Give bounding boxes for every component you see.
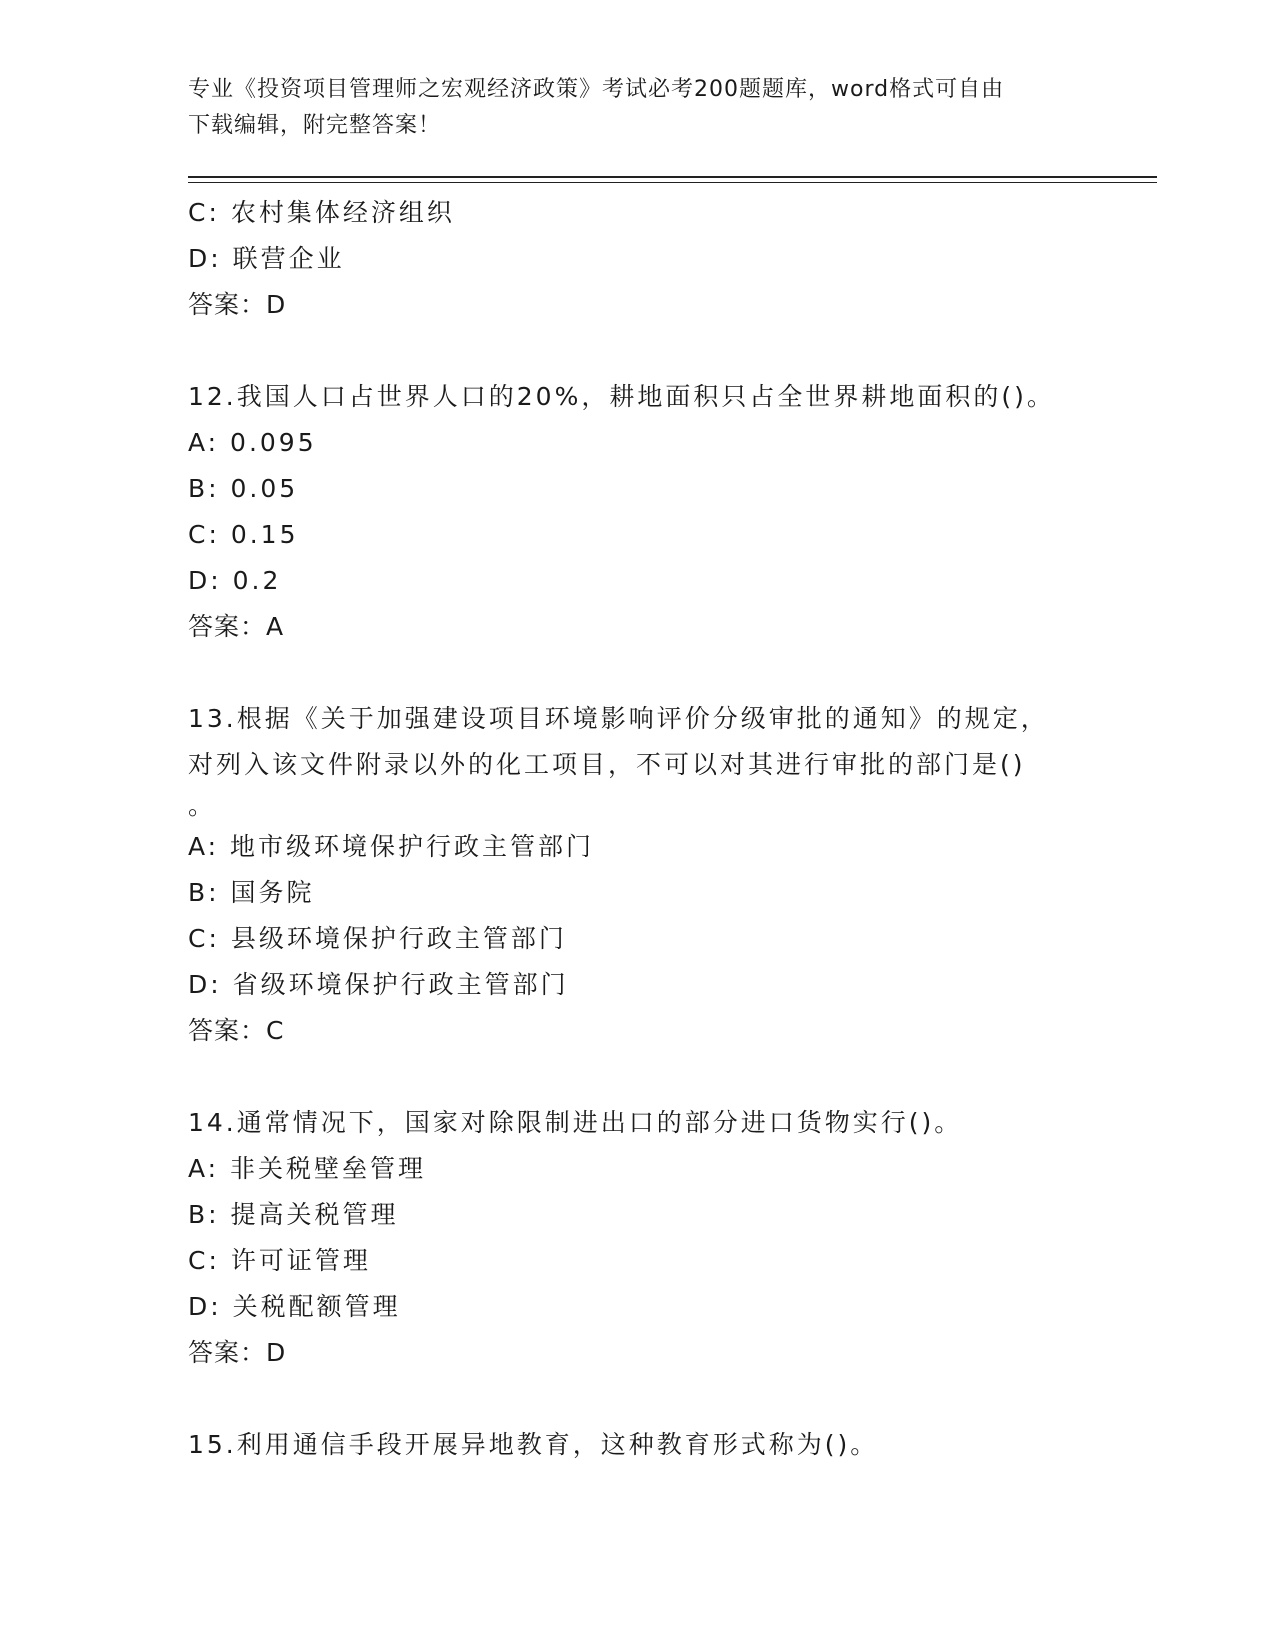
option-c: C: 许可证管理 [188, 1246, 371, 1275]
option-a: A: 非关税壁垒管理 [188, 1154, 427, 1183]
answer: 答案：A [188, 612, 285, 641]
question-stem-line-2: 对列入该文件附录以外的化工项目，不可以对其进行审批的部门是() [188, 750, 1026, 779]
option-d: D: 关税配额管理 [188, 1292, 401, 1321]
header-divider-thick [188, 176, 1157, 178]
spacer [188, 650, 1108, 696]
option-c: C: 农村集体经济组织 [188, 198, 455, 227]
option-b: B: 国务院 [188, 878, 315, 907]
question-stem: 15.利用通信手段开展异地教育，这种教育形式称为()。 [188, 1430, 879, 1459]
option-b: B: 0.05 [188, 474, 299, 503]
spacer [188, 328, 1108, 374]
header-line-1: 专业《投资项目管理师之宏观经济政策》考试必考200题题库，word格式可自由 [188, 77, 1005, 102]
option-d: D: 联营企业 [188, 244, 345, 273]
question-11-tail [188, 190, 1108, 328]
document-header [188, 72, 1088, 144]
option-a: A: 0.095 [188, 428, 317, 457]
answer: 答案：C [188, 1016, 285, 1045]
question-13 [188, 696, 1108, 1054]
option-c: C: 0.15 [188, 520, 299, 549]
question-stem-line-1: 13.根据《关于加强建设项目环境影响评价分级审批的通知》的规定， [188, 704, 1049, 733]
header-line-2: 下载编辑，附完整答案！ [188, 113, 442, 138]
question-14 [188, 1100, 1108, 1376]
option-b: B: 提高关税管理 [188, 1200, 399, 1229]
header-divider-thin [188, 182, 1157, 183]
question-12 [188, 374, 1108, 650]
spacer [188, 1376, 1108, 1422]
option-c: C: 县级环境保护行政主管部门 [188, 924, 567, 953]
answer: 答案：D [188, 1338, 287, 1367]
question-list [188, 190, 1108, 1468]
question-stem: 14.通常情况下，国家对除限制进出口的部分进口货物实行()。 [188, 1108, 963, 1137]
option-d: D: 省级环境保护行政主管部门 [188, 970, 569, 999]
spacer [188, 1054, 1108, 1100]
question-stem: 12.我国人口占世界人口的20%，耕地面积只占全世界耕地面积的()。 [188, 382, 1055, 411]
answer: 答案：D [188, 290, 287, 319]
question-15 [188, 1422, 1108, 1468]
option-a: A: 地市级环境保护行政主管部门 [188, 832, 595, 861]
option-d: D: 0.2 [188, 566, 282, 595]
question-stem-line-3: 。 [188, 791, 217, 820]
